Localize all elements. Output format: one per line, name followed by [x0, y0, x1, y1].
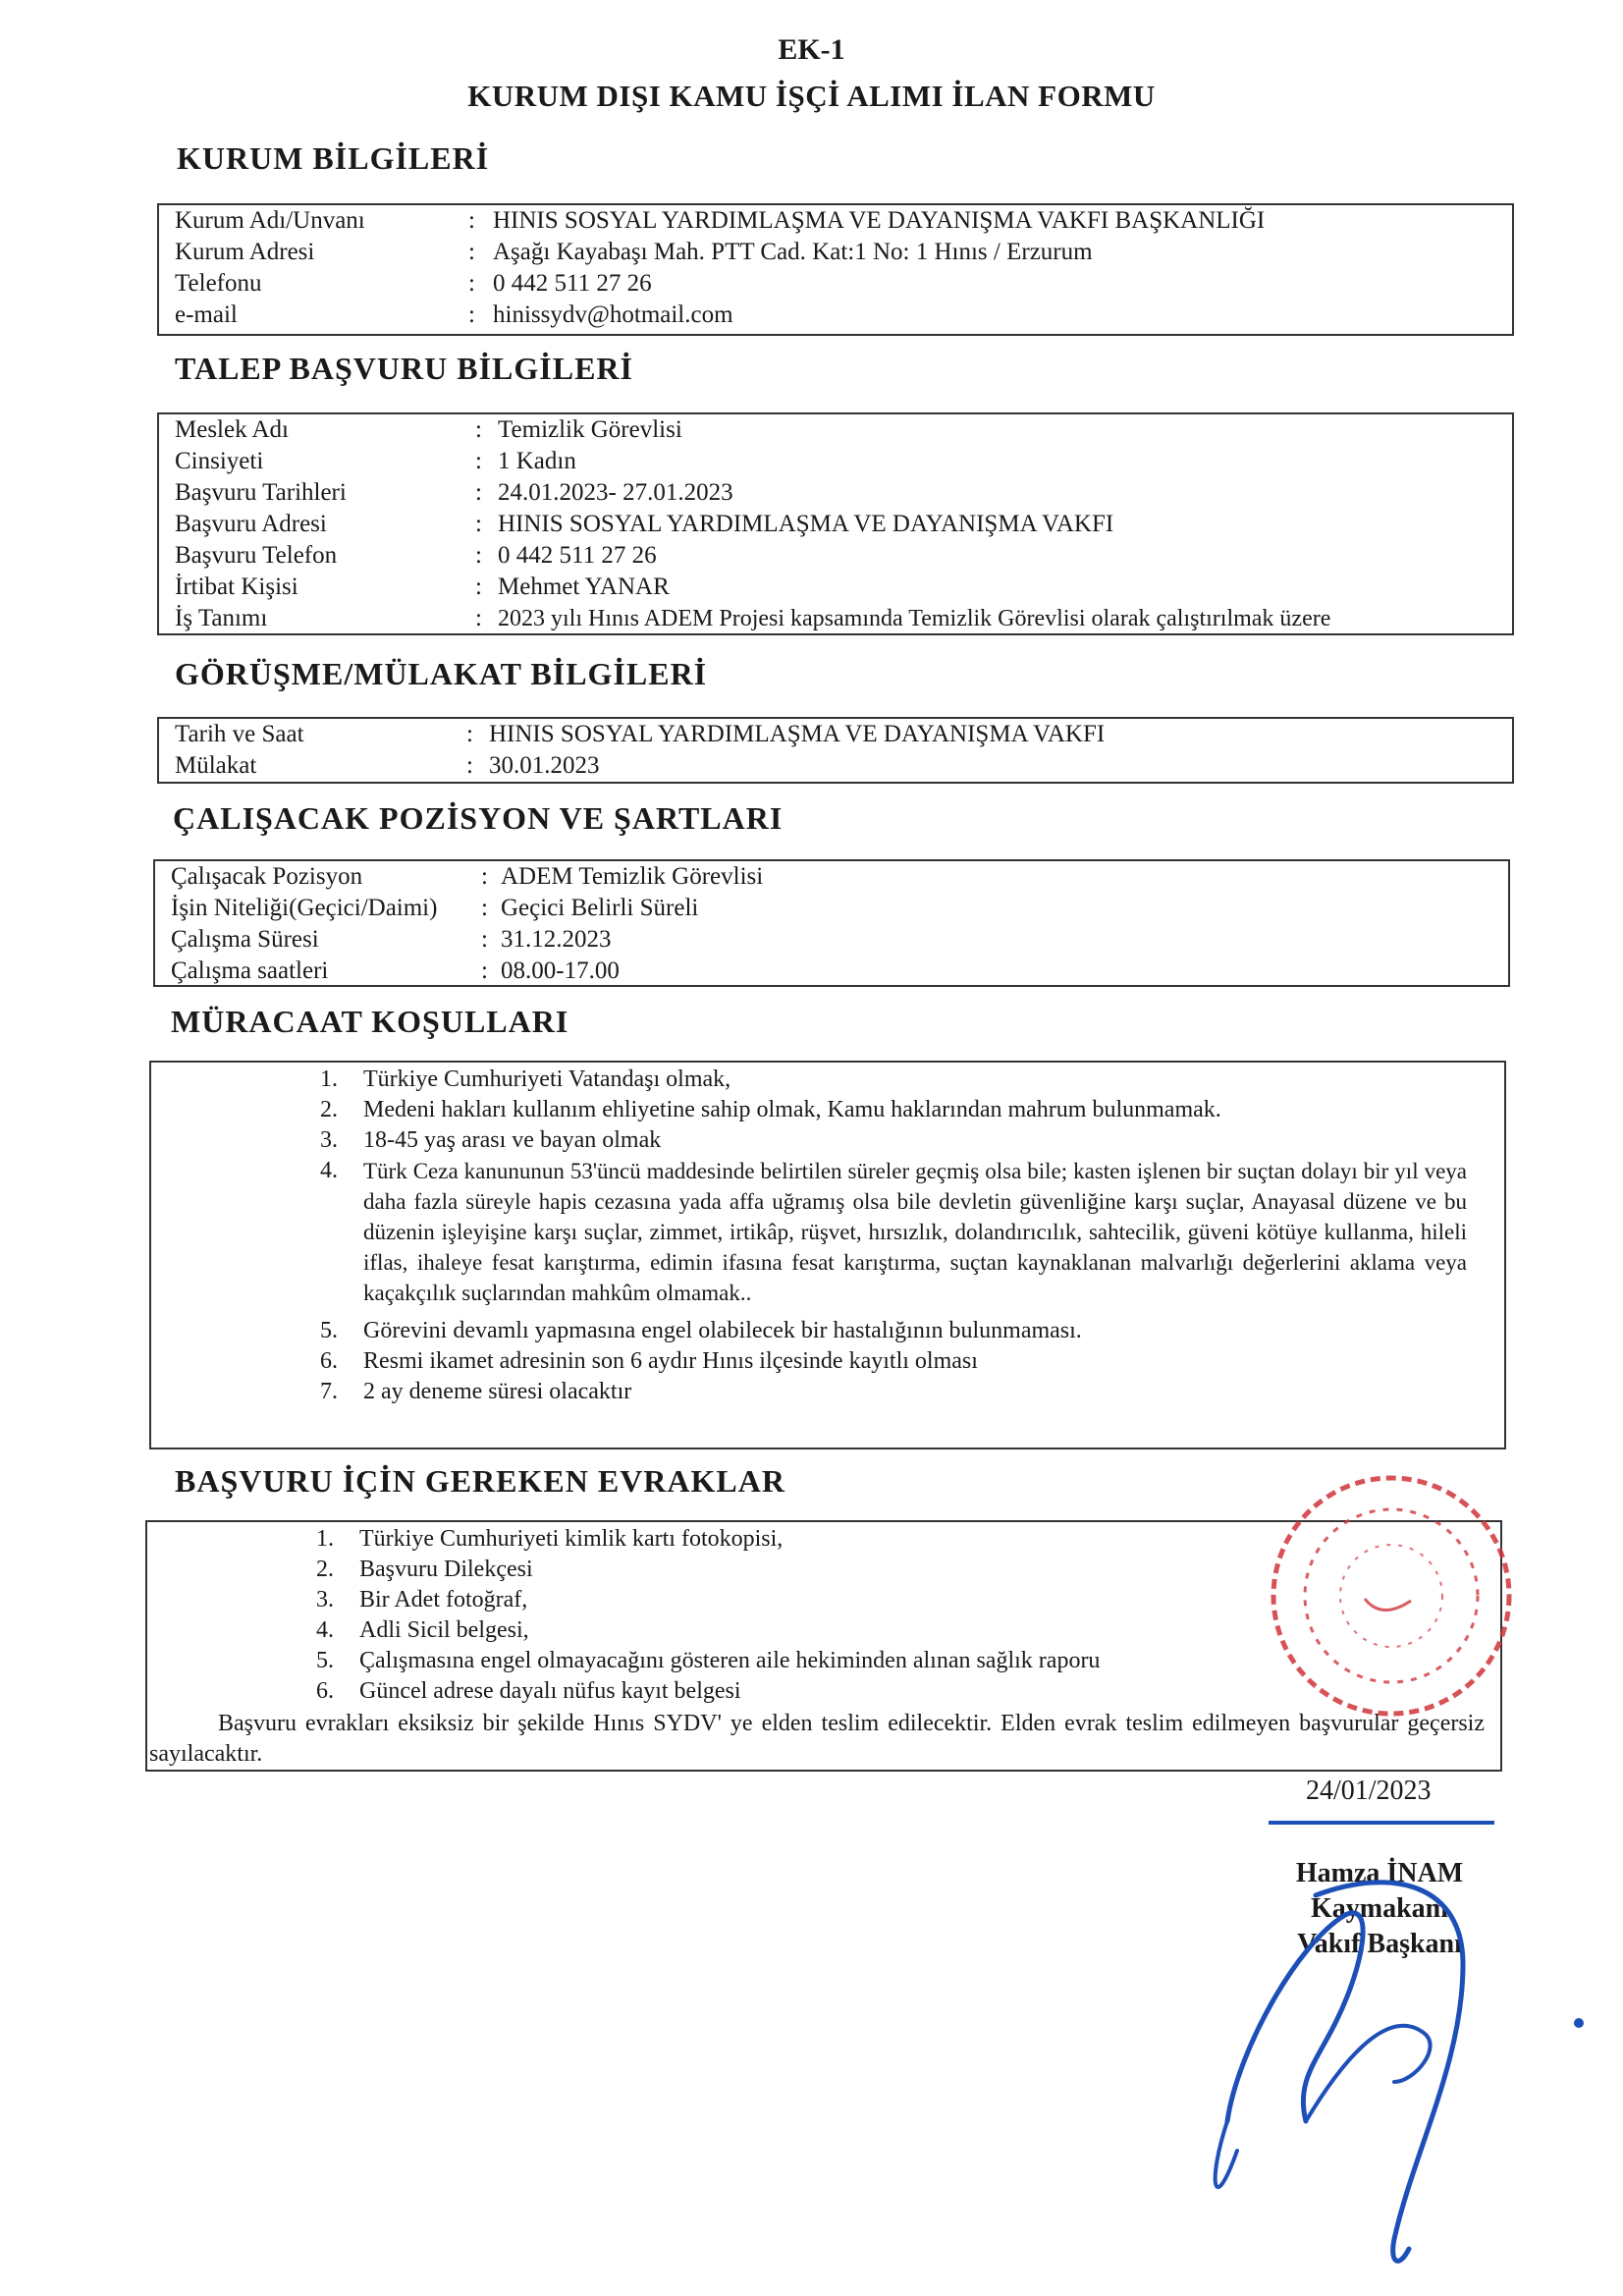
gorusme-info-box [157, 717, 1514, 784]
talep-row [159, 477, 1512, 509]
official-stamp-icon [1249, 1453, 1534, 1738]
field-label: Kurum Adresi [175, 239, 315, 265]
talep-info-box [157, 412, 1514, 635]
field-label: Mülakat [175, 752, 257, 779]
list-number: 7. [320, 1379, 338, 1404]
list-item [289, 1125, 1467, 1156]
list-text: Türk Ceza kanununun 53'üncü maddesinde belirtilen süreler geçmiş olsa bile; kasten işlenen bir suçtan dolayı bir yıl veya daha fazla süreyle hapis cezasına yada affa uğramış olsa bile devletin güvenliğine karşı suçlar, Anayasal düzene ve bu düzenin işleyişine karşı suçlar, zimmet, irtikâp, rüşvet, hırsızlık, dolandırıcılık, sahtecilik, güveni kötüye kullanma, hileli iflas, ihaleye fesat karıştırma, edimin ifasına fesat karıştırma, suçtan kaynaklanan malvarlığı değerlerini aklama veya kaçakçılık suçlarından mahkûm olmamak.. [363, 1159, 1467, 1305]
list-number: 5. [320, 1318, 338, 1343]
pozisyon-row [155, 956, 1508, 987]
gorusme-row [159, 719, 1512, 750]
field-label: e-mail [175, 301, 238, 328]
section-heading-evraklar: BAŞVURU İÇİN GEREKEN EVRAKLAR [175, 1463, 785, 1499]
field-value: Geçici Belirli Süreli [501, 895, 699, 921]
colon: : [475, 448, 482, 474]
list-number: 5. [316, 1648, 334, 1673]
field-label: Çalışma Süresi [171, 926, 319, 953]
kurum-row [159, 205, 1512, 237]
field-value: 0 442 511 27 26 [493, 270, 652, 297]
list-text: Görevini devamlı yapmasına engel olabilecek bir hastalığının bulunmaması. [363, 1318, 1082, 1343]
field-value: HINIS SOSYAL YARDIMLAŞMA VE DAYANIŞMA VAKFI BAŞKANLIĞI [493, 207, 1266, 234]
talep-row [159, 572, 1512, 603]
field-value: 1 Kadın [498, 448, 576, 474]
gorusme-row [159, 750, 1512, 782]
colon: : [475, 416, 482, 443]
kurum-info-box [157, 203, 1514, 336]
list-item [289, 1346, 1467, 1377]
colon: : [481, 926, 488, 953]
list-text: Güncel adrese dayalı nüfus kayıt belgesi [359, 1678, 741, 1704]
list-number: 6. [320, 1348, 338, 1374]
kosullar-box [149, 1061, 1506, 1449]
field-label: Cinsiyeti [175, 448, 264, 474]
list-text: Resmi ikamet adresinin son 6 aydır Hınıs ilçesinde kayıtlı olması [363, 1348, 978, 1374]
field-label: Kurum Adı/Unvanı [175, 207, 365, 234]
field-label: Telefonu [175, 270, 262, 297]
list-text: Medeni hakları kullanım ehliyetine sahip olmak, Kamu haklarından mahrum bulunmamak. [363, 1097, 1221, 1122]
list-number: 3. [320, 1127, 338, 1153]
field-value: ADEM Temizlik Görevlisi [501, 863, 764, 890]
signatory-name: Hamza İNAM [1295, 1858, 1464, 1888]
list-text: Bir Adet fotoğraf, [359, 1587, 528, 1613]
signature-date: 24/01/2023 [1306, 1776, 1432, 1806]
list-text: Türkiye Cumhuriyeti kimlik kartı fotokopisi, [359, 1526, 784, 1552]
section-heading-kurum: KURUM BİLGİLERİ [177, 140, 490, 176]
list-number: 4. [316, 1617, 334, 1643]
field-label: İrtibat Kişisi [175, 574, 298, 600]
field-value: 08.00-17.00 [501, 957, 620, 984]
colon: : [475, 542, 482, 569]
colon: : [475, 479, 482, 506]
list-number: 1. [320, 1066, 338, 1092]
colon: : [481, 863, 488, 890]
field-value: Temizlik Görevlisi [498, 416, 682, 443]
field-value: 0 442 511 27 26 [498, 542, 657, 569]
pozisyon-info-box [153, 859, 1510, 987]
signatory-title: Kaymakam [1311, 1893, 1448, 1924]
pozisyon-row [155, 861, 1508, 893]
list-text: Türkiye Cumhuriyeti Vatandaşı olmak, [363, 1066, 731, 1092]
submission-note: Başvuru evrakları eksiksiz bir şekilde Hınıs SYDV' ye elden teslim edilecektir. Elden evrak teslim edilmeyen başvurular geçersiz sayılacaktır. [149, 1711, 1485, 1767]
field-label: Meslek Adı [175, 416, 289, 443]
field-value: 30.01.2023 [489, 752, 600, 779]
field-value: HINIS SOSYAL YARDIMLAŞMA VE DAYANIŞMA VAKFI [498, 511, 1114, 537]
list-item [289, 1377, 1467, 1407]
colon: : [466, 752, 473, 779]
talep-row [159, 603, 1512, 634]
kurum-row [159, 268, 1512, 300]
field-value: 2023 yılı Hınıs ADEM Projesi kapsamında Temizlik Görevlisi olarak çalıştırılmak üzere [498, 606, 1331, 631]
form-title: KURUM DIŞI KAMU İŞÇİ ALIMI İLAN FORMU [467, 79, 1156, 113]
field-label: Çalışacak Pozisyon [171, 863, 363, 890]
list-number: 6. [316, 1678, 334, 1704]
talep-row [159, 540, 1512, 572]
section-heading-kosullar: MÜRACAAT KOŞULLARI [171, 1004, 569, 1039]
colon: : [481, 957, 488, 984]
list-number: 1. [316, 1526, 334, 1552]
pozisyon-row [155, 924, 1508, 956]
annex-label: EK-1 [778, 33, 845, 66]
colon: : [468, 301, 475, 328]
colon: : [475, 511, 482, 537]
colon: : [481, 895, 488, 921]
section-heading-talep: TALEP BAŞVURU BİLGİLERİ [175, 351, 633, 386]
list-text: Çalışmasına engel olmayacağını gösteren aile hekiminden alınan sağlık raporu [359, 1648, 1101, 1673]
talep-row [159, 509, 1512, 540]
list-text: 2 ay deneme süresi olacaktır [363, 1379, 632, 1404]
date-underline [1269, 1821, 1494, 1825]
list-text: Başvuru Dilekçesi [359, 1557, 533, 1582]
field-value: Mehmet YANAR [498, 574, 670, 600]
handwritten-signature-icon [1168, 1827, 1591, 2278]
talep-row [159, 414, 1512, 446]
field-value: 31.12.2023 [501, 926, 612, 953]
list-item [289, 1316, 1467, 1346]
talep-row [159, 446, 1512, 477]
section-heading-pozisyon: ÇALIŞACAK POZİSYON VE ŞARTLARI [173, 800, 784, 836]
list-text: Adli Sicil belgesi, [359, 1617, 529, 1643]
field-label: Başvuru Adresi [175, 511, 327, 537]
colon: : [468, 207, 475, 234]
colon: : [466, 721, 473, 747]
list-item [289, 1156, 1467, 1313]
field-label: Başvuru Telefon [175, 542, 338, 569]
field-value: 24.01.2023- 27.01.2023 [498, 479, 733, 506]
colon: : [475, 574, 482, 600]
colon: : [468, 239, 475, 265]
list-item [289, 1065, 1467, 1095]
list-number: 4. [320, 1158, 338, 1183]
list-number: 2. [320, 1097, 338, 1122]
list-text: 18-45 yaş arası ve bayan olmak [363, 1127, 662, 1153]
list-item [289, 1095, 1467, 1125]
field-value: hinissydv@hotmail.com [493, 301, 733, 328]
pozisyon-row [155, 893, 1508, 924]
signatory-title-2: Vakıf Başkanı [1297, 1929, 1462, 1959]
field-label: İş Tanımı [175, 605, 268, 631]
kurum-row [159, 300, 1512, 331]
field-label: İşin Niteliği(Geçici/Daimi) [171, 895, 438, 921]
list-number: 2. [316, 1557, 334, 1582]
colon: : [475, 605, 482, 631]
list-number: 3. [316, 1587, 334, 1613]
kurum-row [159, 237, 1512, 268]
field-value: HINIS SOSYAL YARDIMLAŞMA VE DAYANIŞMA VAKFI [489, 721, 1106, 747]
section-heading-gorusme: GÖRÜŞME/MÜLAKAT BİLGİLERİ [175, 656, 708, 691]
colon: : [468, 270, 475, 297]
field-label: Başvuru Tarihleri [175, 479, 347, 506]
field-label: Tarih ve Saat [175, 721, 304, 747]
field-label: Çalışma saatleri [171, 957, 329, 984]
field-value: Aşağı Kayabaşı Mah. PTT Cad. Kat:1 No: 1 Hınıs / Erzurum [493, 239, 1093, 265]
